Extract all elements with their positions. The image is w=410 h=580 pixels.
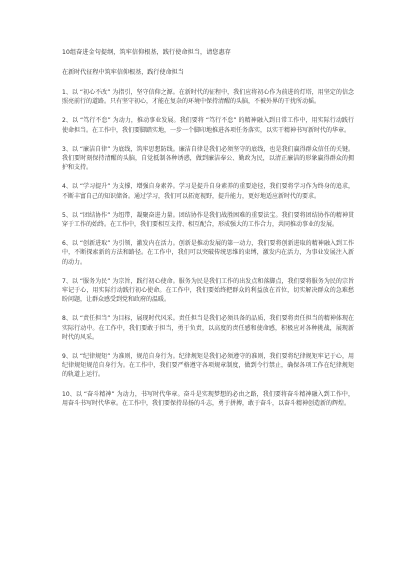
paragraph-8: 8、以 “责任担当” 为目标，展现时代风采。责任担当是我们必须具备的品质，我们要将责任担当的精神体现在实际行动中。在工作中，我们要敢于担当，勇于负责，以高度的责任感和使命感，积极应对各种挑战，展现新时代的风采。 (62, 315, 354, 341)
paragraph-2: 2、以 “笃行不怠” 为动力，推动事业发展。我们要将 “笃行不怠” 的精神融入到日常工作中，用实际行动践行使命担当。在工作中，我们要脚踏实地，一步一个脚印地推进各项任务落实，以实干精神书写新时代的华章。 (62, 117, 354, 134)
paragraph-9: 9、以 “纪律规矩” 为准则，规范自身行为。纪律规矩是我们必须遵守的准则，我们要将纪律规矩牢记于心，用纪律规矩规范自身行为。在工作中，我们要严格遵守各项规章制度，做到令行禁止，确保各项工作在纪律规矩的轨道上运行。 (62, 353, 354, 379)
paragraph-10: 10、以 “奋斗精神” 为动力，书写时代华章。奋斗是实现梦想的必由之路，我们要将奋斗精神融入到工作中，用奋斗书写时代华章。在工作中，我们要保持昂扬的斗志，勇于拼搏，敢于奋斗，以奋斗精神创造新的辉煌。 (62, 390, 354, 407)
paragraph-1: 1、以 “初心不改” 为指引，坚守信仰之源。在新时代的征程中，我们应将初心作为前进的灯塔，用坚定的信念照亮前行的道路。只有坚守初心，才能在复杂的环境中保持清醒的头脑，不被外界的干扰所动摇。 (62, 89, 354, 106)
document-title: 10组奋进金句提纲，筑牢信仰根基，践行使命担当，请您惠存 (62, 49, 231, 56)
paragraph-7: 7、以 “服务为民” 为宗旨，践行初心使命。服务为民是我们工作的出发点和落脚点，我们要将服务为民的宗旨牢记于心，用实际行动践行初心使命。在工作中，我们要始终把群众的利益放在首位，切实解决群众的急难愁盼问题，让群众感受到党和政府的温暖。 (62, 277, 354, 304)
paragraph-4: 4、以 “学习提升” 为支撑，增强自身素养。学习是提升自身素养的重要途径，我们要将学习作为终身的追求，不断丰富自己的知识储备。通过学习，我们可以拓宽视野，提升能力，更好地适应新时代的要求。 (62, 183, 354, 200)
paragraph-6: 6、以 “创新进取” 为引领，激发内在活力。创新是推动发展的第一动力，我们要将创新进取的精神融入到工作中，不断探索新的方法和路径。在工作中，我们可以突破传统思维的束缚，激发内在活力，为事业发展注入新的动力。 (62, 240, 354, 266)
paragraph-3: 3、以 “廉洁自律” 为底线，筑牢思想防线。廉洁自律是我们必须坚守的底线，也是我们赢得群众信任的关键。我们要时刻保持清醒的头脑，自觉抵制各种诱惑，做到廉洁奉公、勤政为民，以清正廉洁的形象赢得群众的拥护和支持。 (62, 145, 354, 172)
paragraph-5: 5、以 “团结协作” 为纽带，凝聚奋进力量。团结协作是我们战胜困难的重要法宝。我们要将团结协作的精神贯穿于工作的始终。在工作中，我们要相互支持、相互配合，形成强大的工作合力，共同推动事业的发展。 (62, 211, 354, 229)
document-intro: 在新时代征程中筑牢信仰根基，践行使命担当 (62, 69, 184, 76)
